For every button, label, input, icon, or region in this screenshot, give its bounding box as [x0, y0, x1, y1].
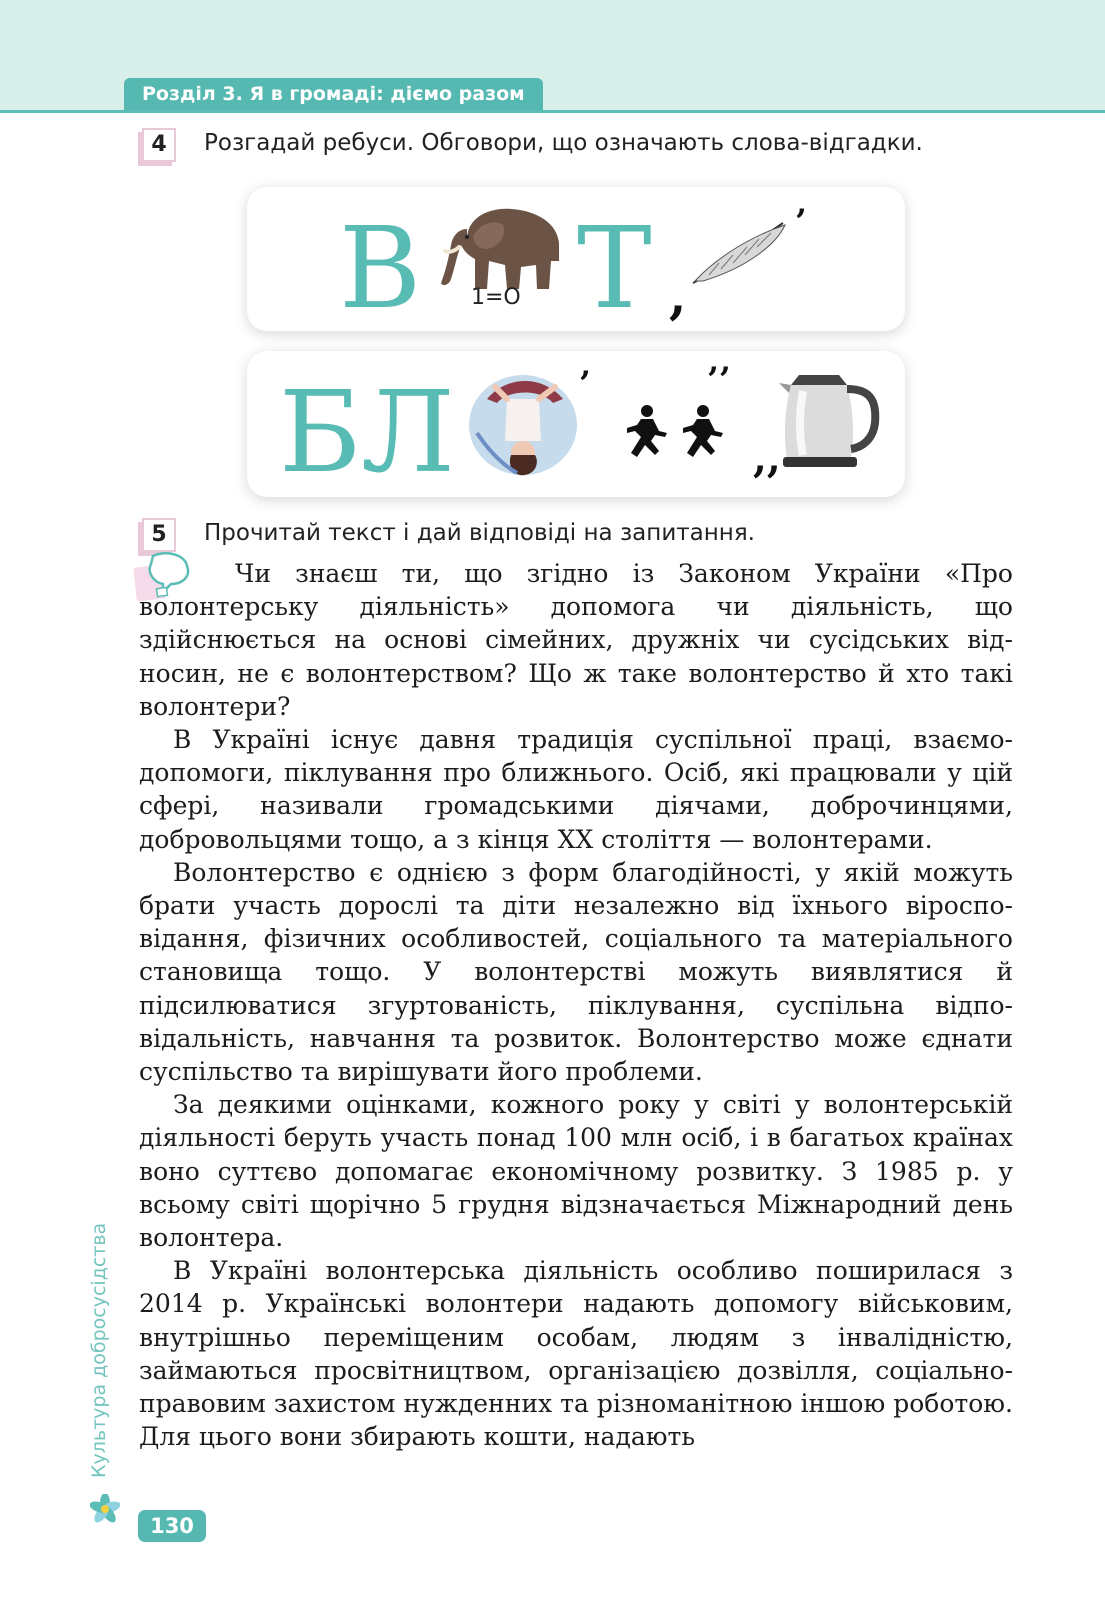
section-title: Розділ 3. Я в громаді: діємо разом	[124, 78, 543, 110]
flower-icon	[90, 1494, 120, 1524]
task4-instruction: Розгадай ребуси. Обговори, що означають слова-відгадки.	[204, 130, 923, 156]
upside-down-girl-image	[467, 369, 583, 479]
elephant-note: 1=О	[471, 285, 521, 310]
rebus1-comma: ,	[669, 266, 687, 325]
kettle-image	[777, 367, 881, 471]
paragraph: Волонтерство є однією з форм благодійності, у якій можуть брати участь дорослі та діти незалежно від їхнього віросповідання, фізичних особливостей, соціального та матеріального становища тощо. У волонтерстві можуть виявлятися й підсилюватися згуртованість, піклування, суспільна відповідальність, навчання та розвиток. Волонтерство може єднати суспільство та вирішувати його проблеми.	[139, 857, 1013, 1087]
rebus-card-2	[247, 351, 905, 497]
rebus-letter-v: В	[339, 204, 422, 334]
paragraph: В Україні існує давня традиція суспільної праці, взаємодопомоги, піклування про ближнього. Осіб, які працювали у цій сфері, називали громадськими діячами, доброчинцями, добровольцями тощо, а з кінця ХХ століття — волонтерами.	[139, 725, 1013, 854]
sidebar-vertical-label: Культура добросусідства	[88, 1222, 110, 1478]
paragraph: Чи знаєш ти, що згідно із Законом України «Про волонтерську діяльність» допомога чи діяльність, що здійснюється на основі сімейних, дружніх чи сусідських відносин, не є волонтерством? Що ж таке волонтерство й хто такі волонтери?	[139, 559, 1013, 721]
rebus2-apostrophe: ’	[579, 364, 591, 404]
rebus2-double-comma: ,,	[753, 435, 781, 482]
elephant-image	[437, 201, 567, 291]
page-number: 130	[138, 1510, 206, 1542]
paragraph: За деякими оцінками, кожного року у світі у волонтерській діяльності беруть участь понад 100 млн осіб, і в багатьох країнах воно суттєво допомагає економічному розвитку. З 1985 р. у всьому світі щорічно 5 грудня відзначається Міжнародний день волонтера.	[139, 1090, 1013, 1253]
task-number-5: 5	[142, 518, 176, 552]
task-number-4: 4	[142, 128, 176, 162]
article-text	[139, 557, 1013, 1453]
paragraph: В Україні волонтерська діяльність особливо поширилася з 2014 р. Українські волонтери надають допомогу військовим, внутрішньо переміщеним особам, людям з інвалідністю, займаються просвітництвом, організацією дозвілля, соціально-правовим захистом нужденних та різноманітною іншою роботою. Для цього вони збирають кошти, надають	[139, 1256, 1013, 1452]
feather-image	[689, 215, 799, 287]
rebus-letter-t: Т	[577, 204, 652, 334]
rebus-card-1	[247, 187, 905, 334]
running-figures-icon	[625, 403, 735, 461]
rebus2-double-apostrophe: ’’	[707, 360, 731, 400]
task5-instruction: Прочитай текст і дай відповіді на запитання.	[204, 520, 755, 546]
rebus1-apostrophe: ’	[795, 202, 807, 242]
rebus-letters-bl: БЛ	[279, 368, 455, 498]
